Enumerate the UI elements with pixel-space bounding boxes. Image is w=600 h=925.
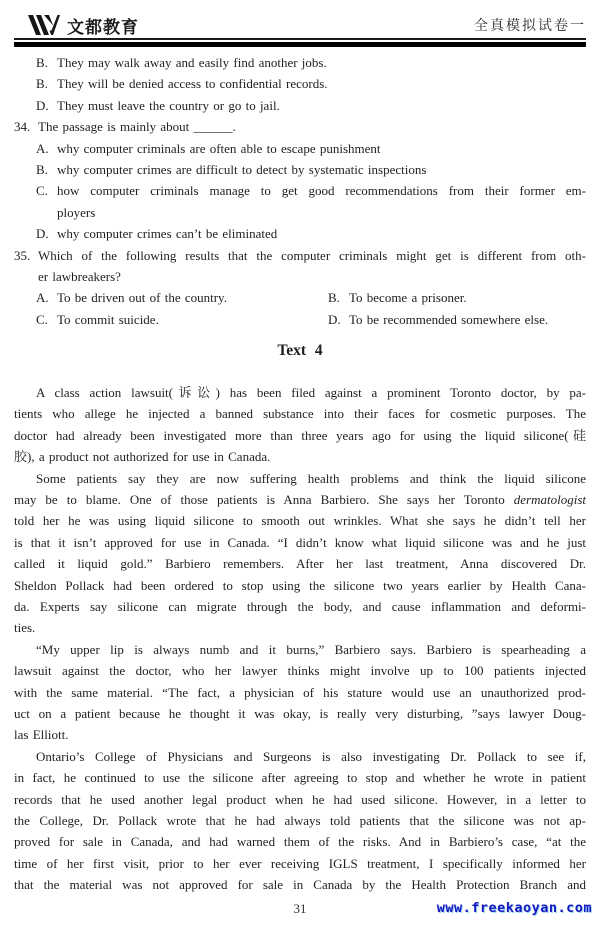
paragraph-line: called it liquid gold.” Barbiero remembers. After her last treatment, Anna discovered Dr.: [14, 556, 586, 572]
italic-term: dermatologist: [513, 492, 586, 508]
question-continuation-line: er lawbreakers?: [38, 268, 121, 284]
item-label: D.: [36, 226, 49, 242]
item-label: 35.: [14, 247, 31, 263]
option-continuation-line: ployers: [57, 204, 96, 220]
item-label: D.: [36, 97, 49, 113]
options-row: [14, 287, 586, 308]
option-cell: C. To commit suicide.: [36, 312, 159, 327]
option-line: B. They may walk away and easily find another jobs.: [14, 52, 586, 73]
question-line: 35. Which of the following results that the computer criminals might get is different from oth-: [14, 245, 586, 266]
paragraph-line: time of her first visit, prior to her ever receiving IGLS treatment, I specifically informed her: [14, 855, 586, 871]
paragraph-line: with the same material. “The fact, a physician of his stature would use an unauthorized prod-: [14, 684, 586, 700]
options-row: [14, 309, 586, 330]
item-label: B.: [328, 290, 340, 306]
item-label: C.: [36, 183, 48, 199]
wendu-logo: [28, 13, 139, 38]
paper-title: 全真模拟试卷一: [474, 17, 586, 33]
paragraph-line: records that he used another legal product when he had used silicone. However, in a letter to: [14, 791, 586, 807]
option-cell: B. To become a prisoner.: [328, 287, 467, 308]
paragraph-line: tients who allege he injected a banned substance into their faces for cosmetic purposes. The: [14, 406, 586, 422]
paragraph-line: may be to blame. One of those patients is Anna Barbiero. She says her Toronto dermatologist: [14, 492, 586, 508]
paragraph-line: that the material was not approved for sale in Canada by the Health Protection Branch and: [14, 877, 586, 893]
paragraph-first-line: Ontario’s College of Physicians and Surgeons is also investigating Dr. Pollack to see if,: [36, 748, 586, 764]
paragraph-line: told her he was using liquid silicone to smooth out wrinkles. What she says he didn’t tell her: [14, 513, 586, 529]
item-label: 34.: [14, 119, 31, 135]
page-number: 31: [293, 901, 307, 916]
paragraph-line: uct on a patient because he thought it was okay, is really very disturbing, ”says lawyer Doug-: [14, 705, 586, 721]
option-line: D. why computer crimes can’t be eliminated: [14, 223, 586, 244]
page-header: [28, 12, 586, 38]
question-line: 34. The passage is mainly about ______.: [14, 116, 586, 137]
item-label: A.: [36, 290, 49, 306]
section-heading: Text 4: [277, 342, 323, 360]
exam-content: [14, 52, 586, 895]
paragraph-line: in fact, he continued to use the silicone after agreeing to stop and whether he wrote in patient: [14, 770, 586, 786]
paragraph-line: is that it isn’t approved for use in Canada. “I didn’t know what liquid silicone was and he just: [14, 534, 586, 550]
header-rule-thin: [14, 38, 586, 40]
option-line: D. They must leave the country or go to jail.: [14, 95, 586, 116]
paragraph-line: 胶), a product not authorized for use in Canada.: [14, 449, 271, 465]
item-label: B.: [36, 161, 48, 177]
paragraph-line: ties.: [14, 620, 36, 636]
paragraph-line: the College, Dr. Pollack wrote that he had always told patients that the silicone was not ap-: [14, 812, 586, 828]
option-line: A. why computer criminals are often able to escape punishment: [14, 138, 586, 159]
item-label: B.: [36, 55, 48, 70]
option-line: C. how computer criminals manage to get good recommendations from their former em-: [14, 180, 586, 201]
paragraph-line: las Elliott.: [14, 727, 69, 743]
option-cell: D. To be recommended somewhere else.: [328, 309, 548, 330]
paragraph-line: doctor had already been investigated more than three years ago for using the liquid silicone(硅: [14, 427, 586, 443]
paragraph-line: Sheldon Pollack had been ordered to stop using the silicone two years earlier by Health Cana-: [14, 577, 586, 593]
watermark-url: www.freekaoyan.com: [436, 900, 592, 916]
paragraph-line: lawsuit against the doctor, who her lawyer thinks might involve up to 100 patients injected: [14, 663, 586, 679]
wendu-w-mark-icon: [28, 15, 60, 35]
paragraph-line: proved for sale in Canada, and had warned them of the risks. And in Barbiero’s case, “at the: [14, 834, 586, 850]
wendu-logo-text: 文都教育: [67, 17, 139, 37]
item-label: C.: [36, 311, 48, 327]
header-rule-thick: [14, 42, 586, 47]
option-line: B. why computer crimes are difficult to detect by systematic inspections: [14, 159, 586, 180]
paragraph-line: da. Experts say silicone can migrate through the body, and cause inflammation and deformi-: [14, 598, 586, 614]
item-label: A.: [36, 140, 49, 156]
paragraph-first-line: A class action lawsuit(诉讼) has been filed against a prominent Toronto doctor, by pa-: [36, 385, 586, 401]
option-line: B. They will be denied access to confidential records.: [14, 73, 586, 94]
paragraph-first-line: “My upper lip is always numb and it burns,” Barbiero says. Barbiero is spearheading a: [36, 641, 586, 657]
item-label: B.: [36, 76, 48, 92]
item-label: D.: [328, 311, 341, 327]
paragraph-first-line: Some patients say they are now suffering health problems and think the liquid silicone: [36, 470, 586, 486]
option-cell: A. To be driven out of the country.: [36, 290, 227, 305]
